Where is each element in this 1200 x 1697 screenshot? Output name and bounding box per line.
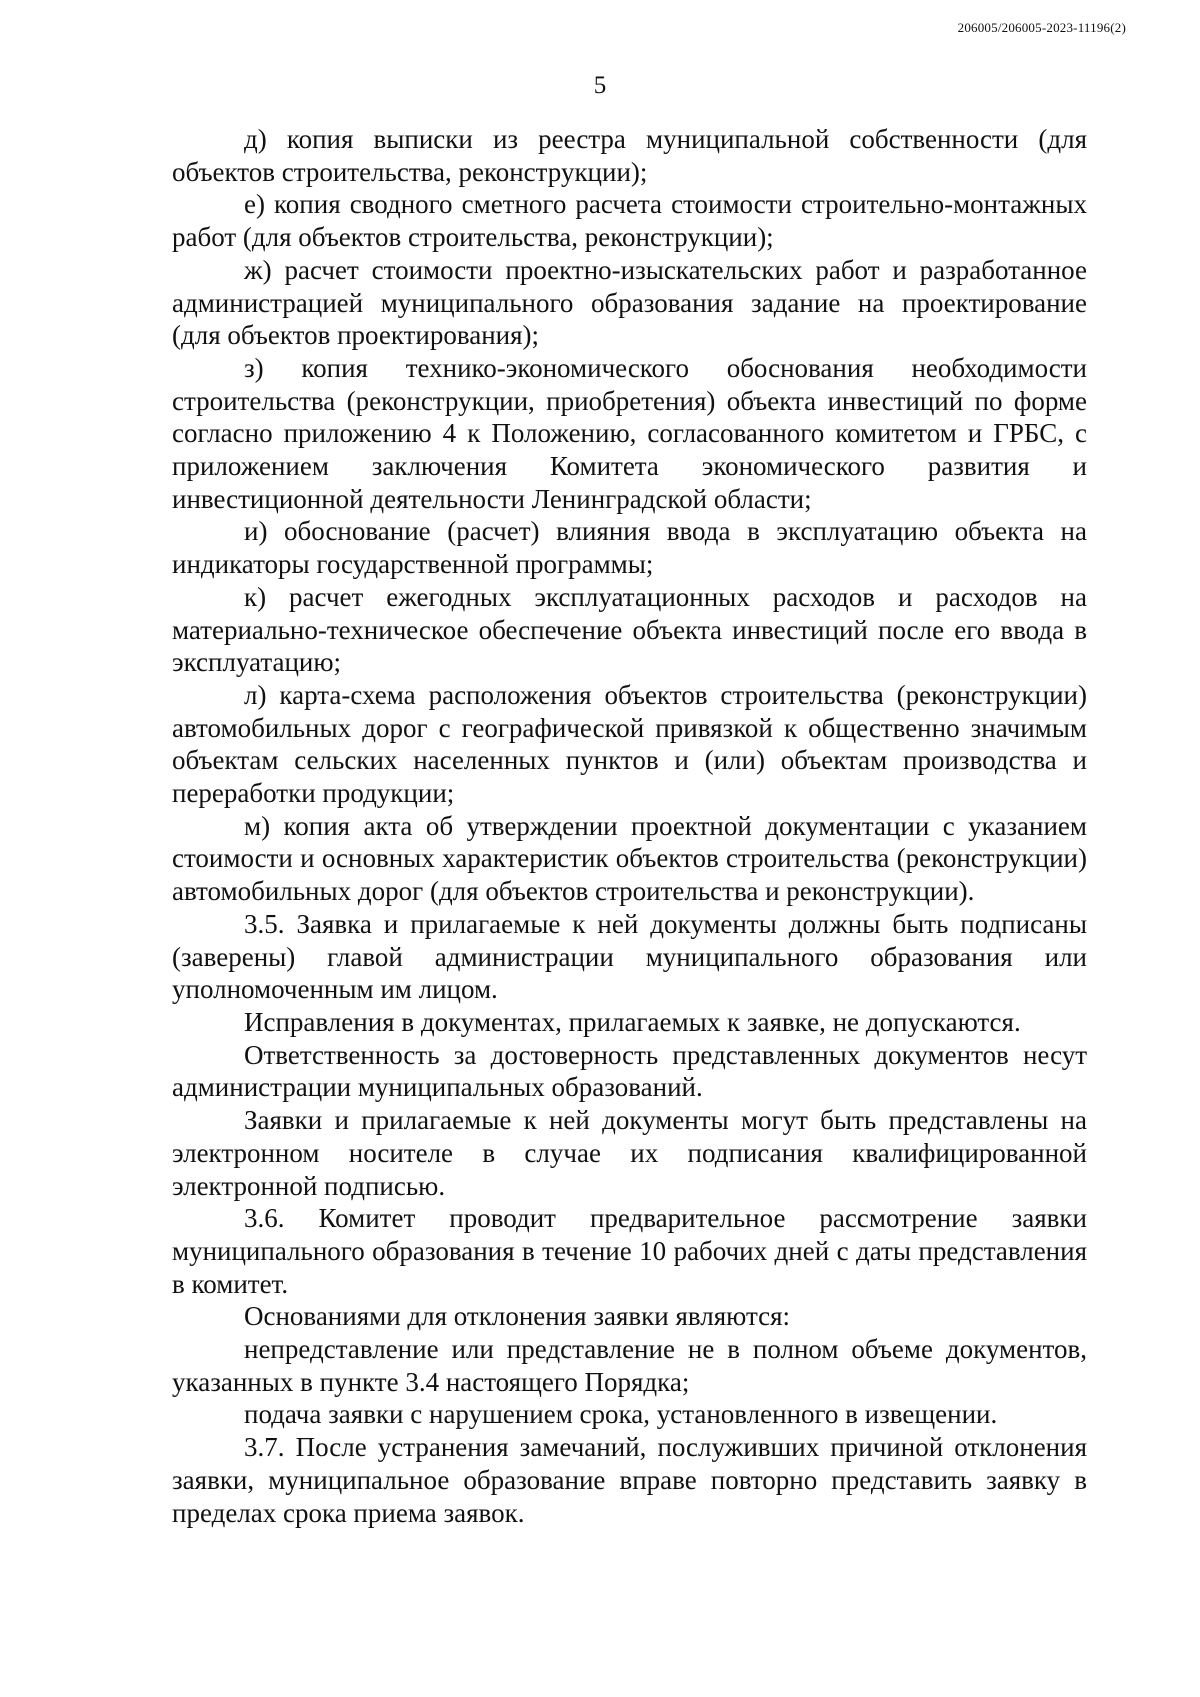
paragraph-item-l: л) карта-схема расположения объектов строительства (реконструкции) автомобильных дорог с географической привязкой к общественно значимым объектам сельских населенных пунктов и (или) объектам производства и переработки продукции; [172,679,1087,809]
document-registration-number: 206005/206005-2023-11196(2) [957,20,1126,35]
page-number: 5 [593,72,607,99]
paragraph-responsibility: Ответственность за достоверность представленных документов несут администрации муниципальных образований. [172,1039,1087,1103]
paragraph-ground-late-submission: подача заявки с нарушением срока, установленного в извещении. [244,1399,998,1430]
paragraph-item-zh: ж) расчет стоимости проектно-изыскательских работ и разработанное администрацией муниципального образования задание на проектирование (для объектов проектирования); [172,254,1087,351]
paragraph-corrections: Исправления в документах, прилагаемых к заявке, не допускаются. [244,1006,1021,1037]
paragraph-rejection-grounds: Основаниями для отклонения заявки являются: [244,1301,791,1332]
paragraph-item-z: з) копия технико-экономического обоснования необходимости строительства (реконструкции, приобретения) объекта инвестиций по форме согласно приложению 4 к Положению, согласованного комитетом и ГРБС, с приложением заключения Комитета экономического развития и инвестиционной деятельности Ленинградской области; [172,352,1087,514]
paragraph-3-7: 3.7. После устранения замечаний, послуживших причиной отклонения заявки, муниципальное образование вправе повторно представить заявку в пределах срока приема заявок. [172,1432,1087,1528]
paragraph-3-5: 3.5. Заявка и прилагаемые к ней документы должны быть подписаны (заверены) главой администрации муниципального образования или уполномоченным им лицом. [172,908,1087,1005]
paragraph-item-i: и) обоснование (расчет) влияния ввода в эксплуатацию объекта на индикаторы государственной программы; [172,516,1087,580]
paragraph-3-6: 3.6. Комитет проводит предварительное рассмотрение заявки муниципального образования в течение 10 рабочих дней с даты представления в комитет. [172,1203,1087,1299]
paragraph-item-d: д) копия выписки из реестра муниципальной собственности (для объектов строительства, реконструкции); [172,124,1087,187]
paragraph-item-k: к) расчет ежегодных эксплуатационных расходов и расходов на материально-техническое обеспечение объекта инвестиций после его ввода в эксплуатацию; [172,581,1087,678]
paragraph-item-m: м) копия акта об утверждении проектной документации с указанием стоимости и основных характеристик объектов строительства (реконструкции) автомобильных дорог (для объектов строительства и реконструкции). [172,810,1087,907]
document-body [172,123,1087,1529]
paragraph-electronic-submission: Заявки и прилагаемые к ней документы могут быть представлены на электронном носителе в случае их подписания квалифицированной электронной подписью. [172,1105,1087,1201]
paragraph-ground-incomplete-documents: непредставление или представление не в полном объеме документов, указанных в пункте 3.4 настоящего Порядка; [172,1334,1087,1397]
paragraph-item-e: е) копия сводного сметного расчета стоимости строительно-монтажных работ (для объектов строительства, реконструкции); [172,189,1087,253]
